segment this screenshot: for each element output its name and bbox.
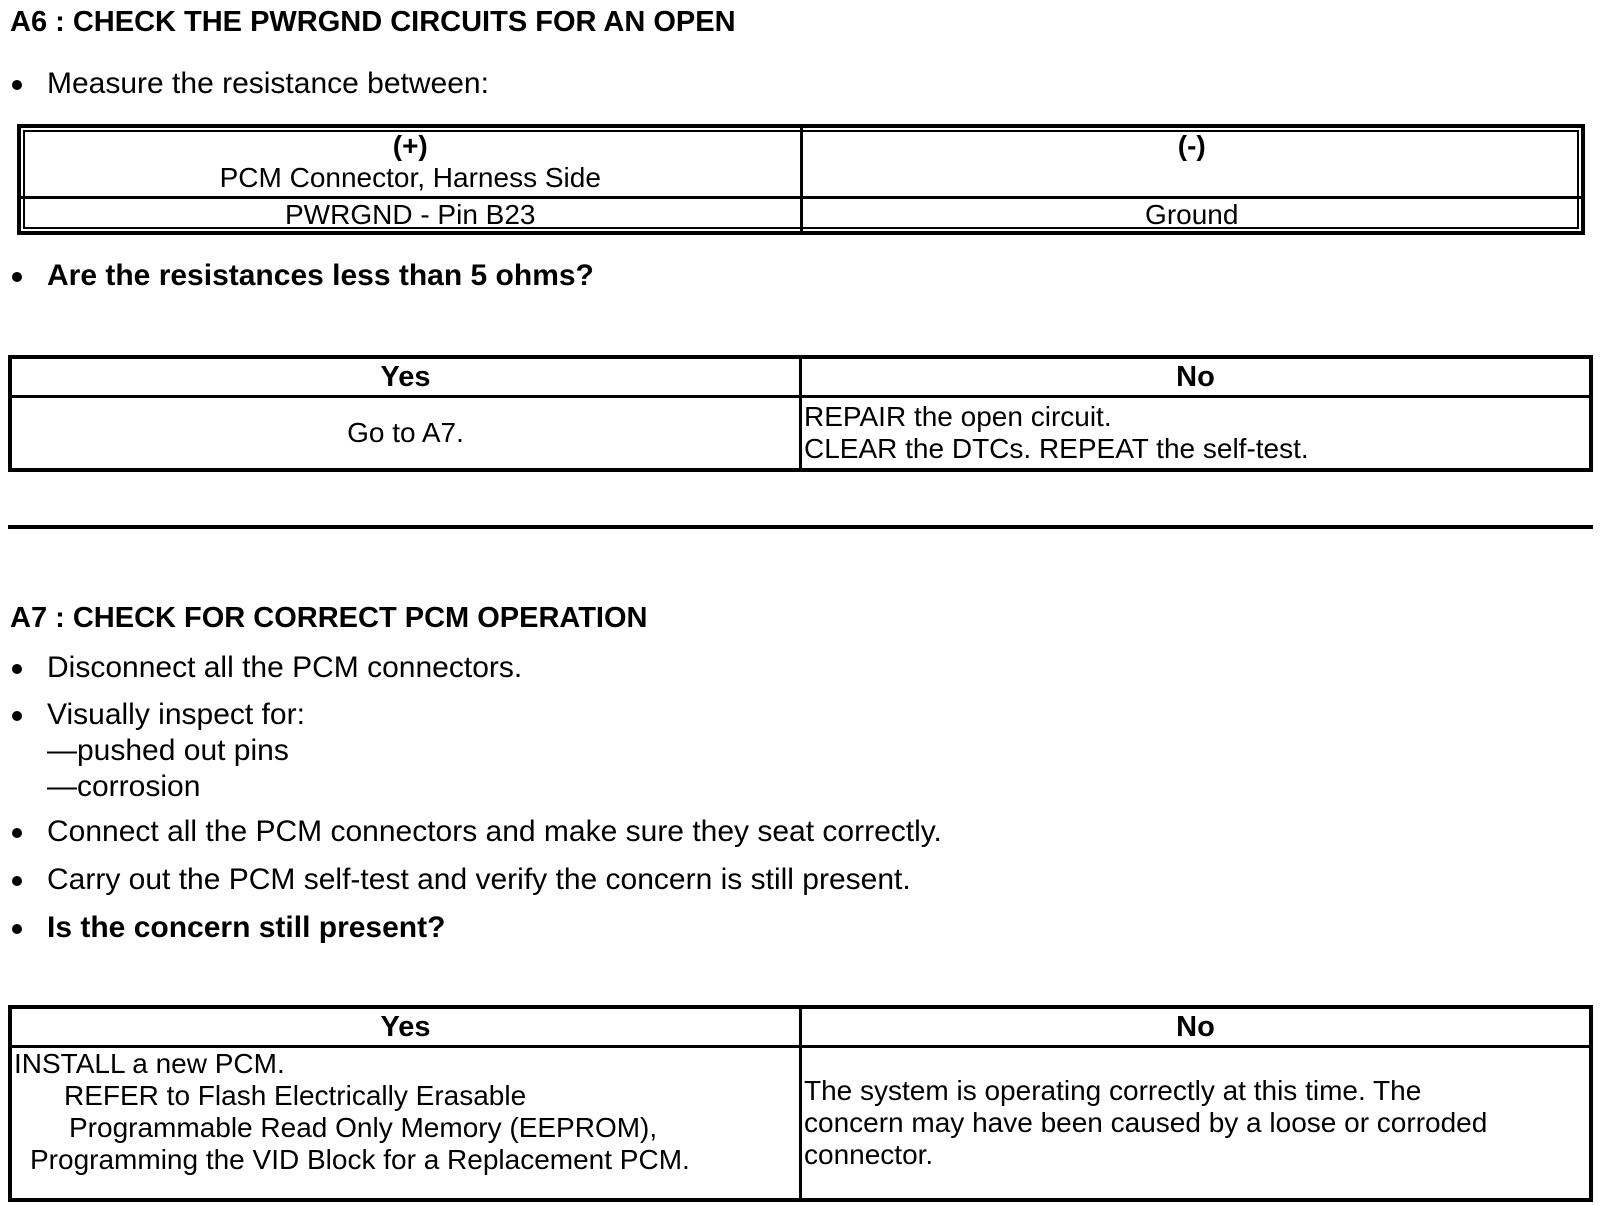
a7-yes-header: Yes <box>10 1007 801 1047</box>
a7-yes-line3: Programmable Read Only Memory (EEPROM), <box>69 1112 658 1143</box>
a7-question <box>12 910 445 946</box>
a7-no-header: No <box>801 1007 1592 1047</box>
a7-no-cell <box>801 1047 1592 1201</box>
a6-yes-header: Yes <box>10 357 801 397</box>
a7-bullet-disconnect-text: Disconnect all the PCM connectors. <box>47 651 523 684</box>
a7-title: A7 : CHECK FOR CORRECT PCM OPERATION <box>10 602 648 634</box>
a6-result-table <box>8 355 1593 472</box>
a7-question-text: Is the concern still present? <box>47 911 446 944</box>
section-divider <box>8 525 1593 529</box>
a7-yes-line1: INSTALL a new PCM. <box>14 1048 285 1079</box>
measure-negative-value: Ground <box>801 198 1583 234</box>
a7-no-line1: The system is operating correctly at this time. The <box>804 1075 1422 1106</box>
a7-no-line3: connector. <box>804 1139 934 1170</box>
a7-bullet-connect-text: Connect all the PCM connectors and make sure they seat correctly. <box>47 815 942 848</box>
measurement-table <box>17 124 1585 235</box>
a7-result-table <box>8 1005 1593 1202</box>
a7-bullet-inspect-text: Visually inspect for: <box>47 698 305 731</box>
a6-title: A6 : CHECK THE PWRGND CIRCUITS FOR AN OPEN <box>10 6 736 38</box>
a6-no-line2: CLEAR the DTCs. REPEAT the self-test. <box>804 433 1309 464</box>
a7-yes-line4: Programming the VID Block for a Replacement PCM. <box>30 1144 690 1175</box>
a6-no-header: No <box>801 357 1592 397</box>
a6-question-text: Are the resistances less than 5 ohms? <box>47 259 594 292</box>
measure-negative-header: (-) <box>1177 130 1206 161</box>
a6-no-line1: REPAIR the open circuit. <box>804 401 1112 432</box>
a7-bullet-selftest-text: Carry out the PCM self-test and verify the concern is still present. <box>47 863 911 896</box>
measure-positive-value: PWRGND - Pin B23 <box>19 198 801 234</box>
a6-bullet-measure <box>12 66 489 102</box>
a7-no-line2: concern may have been caused by a loose or corroded <box>804 1107 1488 1138</box>
a7-bullet-disconnect <box>12 650 522 686</box>
a7-inspect-sub-corrosion: —corrosion <box>47 770 201 803</box>
a6-question <box>12 258 594 294</box>
a7-yes-cell <box>10 1047 801 1201</box>
measure-positive-header-cell <box>19 126 801 198</box>
a6-no-cell <box>801 397 1592 471</box>
a7-inspect-sub-pins: —pushed out pins <box>47 734 289 767</box>
a7-bullet-selftest <box>12 862 911 898</box>
measure-positive-sub: PCM Connector, Harness Side <box>219 162 601 193</box>
measure-positive-header: (+) <box>392 130 428 161</box>
a7-yes-line2: REFER to Flash Electrically Erasable <box>64 1080 527 1111</box>
a7-bullet-connect <box>12 814 942 850</box>
measure-negative-header-cell <box>801 126 1583 198</box>
a7-bullet-inspect <box>12 697 305 805</box>
a6-yes-cell: Go to A7. <box>10 397 801 471</box>
a6-bullet-measure-text: Measure the resistance between: <box>47 67 489 100</box>
